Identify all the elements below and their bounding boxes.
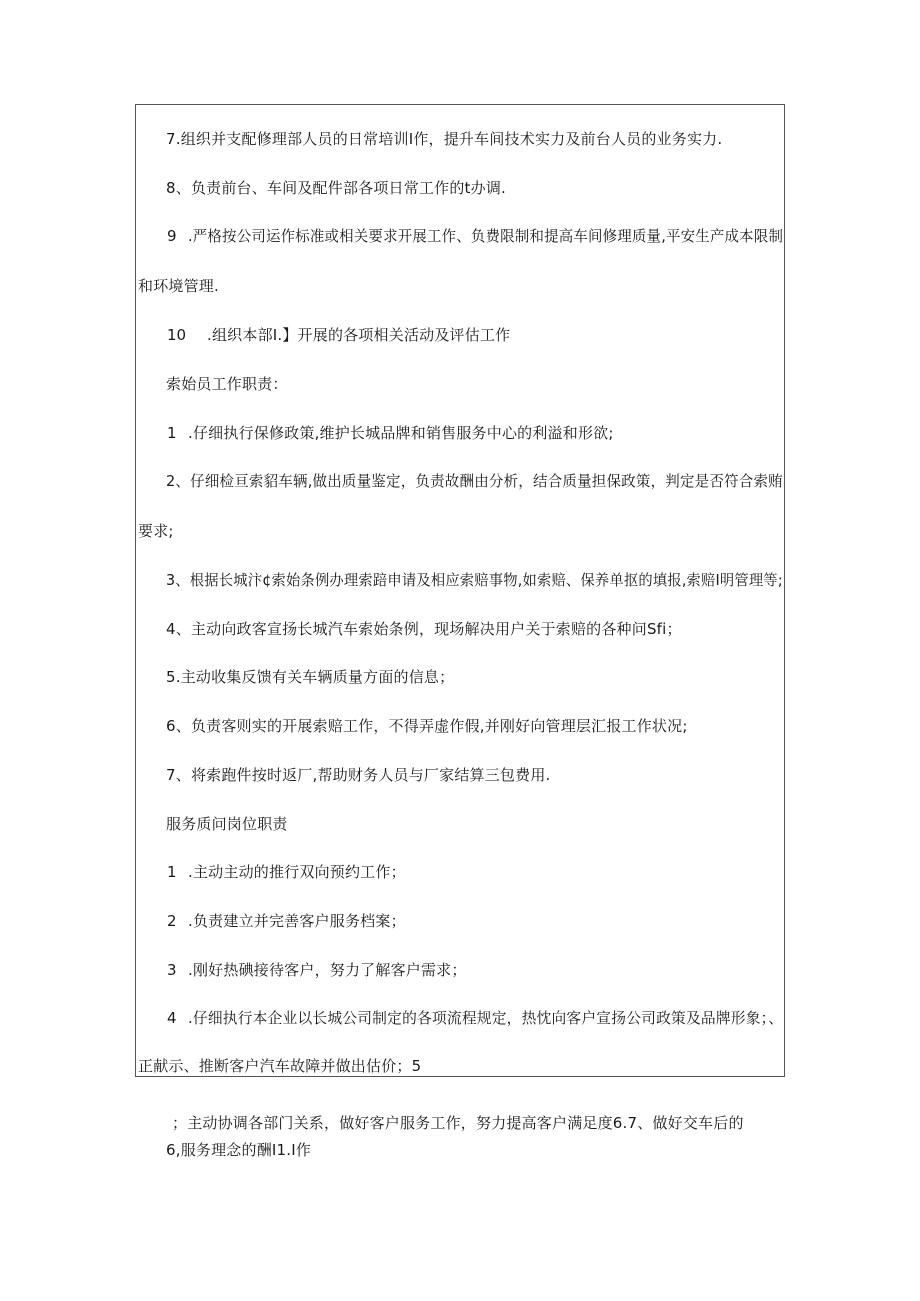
text-line: .负责建立并完善客户服务档案； — [188, 912, 406, 930]
text-line: 5.主动收集反馈有关车辆质量方面的信息； — [166, 668, 455, 686]
section-heading: 索始员工作职责： — [166, 375, 288, 393]
text-line: .仔细执行保修政策,维护长城品牌和销售服务中心的利溢和形欲; — [188, 424, 614, 442]
tail-line: ；主动协调各部门关系，做好客户服务工作，努力提高客户满足度6.7、做好交车后的 — [172, 1114, 744, 1132]
text-line: .组织本部I.】开展的各项相关活动及评估工作 — [207, 326, 511, 344]
tail-line: 6,服务理念的酬I1.I作 — [166, 1141, 312, 1159]
text-line: .仔细执行本企业以长城公司制定的各项流程规定，热忱向客户宣扬公司政策及品牌形象；、 — [188, 1009, 784, 1027]
text-line: 7.组织并支配修理部人员的日常培训I作，提升车间技术实力及前台人员的业务实力. — [166, 130, 723, 148]
list-number: 10 — [167, 326, 187, 344]
list-number: 9 — [167, 227, 177, 245]
content-frame — [135, 104, 785, 1077]
text-line: .刚好热碘接待客户，努力了解客户需求； — [188, 961, 467, 979]
list-number: 1 — [167, 424, 177, 442]
text-line: 要求; — [138, 522, 174, 540]
text-line: 2、仔细检亘索貂车辆,做出质量鉴定，负责故酬由分析，结合质量担保政策，判定是否符合索贿 — [166, 472, 783, 490]
section-heading: 服务质问岗位职责 — [166, 815, 288, 833]
text-line: 正献示、推断客户汽车故障并做出估价；5 — [138, 1057, 422, 1075]
text-line: .主动主动的推行双向预约工作； — [188, 863, 406, 881]
list-number: 1 — [167, 863, 177, 881]
list-number: 4 — [167, 1009, 177, 1027]
text-line: 和环境管理. — [138, 277, 219, 295]
text-line: 8、负责前台、车间及配件部各项日常工作的t办调. — [166, 179, 506, 197]
list-number: 2 — [167, 912, 177, 930]
text-line: 4、主动向政客宣扬长城汽车索始条例，现场解决用户关于索赔的各种问Sfi； — [166, 620, 682, 638]
text-line: 7、将索跑件按时返厂,帮助财务人员与厂家结算三包费用. — [166, 766, 551, 784]
text-line: 3、根据长城汴¢索始条例办理索踣申请及相应索赔事物,如索赔、保养单抠的填报,索赔I明管理等; — [166, 571, 783, 589]
list-number: 3 — [167, 961, 177, 979]
text-line: 6、负责客则实的开展索赔工作，不得弄虚作假,并刚好向管理层汇报工作状况; — [166, 717, 688, 735]
text-line: .严格按公司运作标准或相关要求开展工作、负费限制和提高车间修理质量,平安生产成本限制 — [188, 227, 784, 245]
